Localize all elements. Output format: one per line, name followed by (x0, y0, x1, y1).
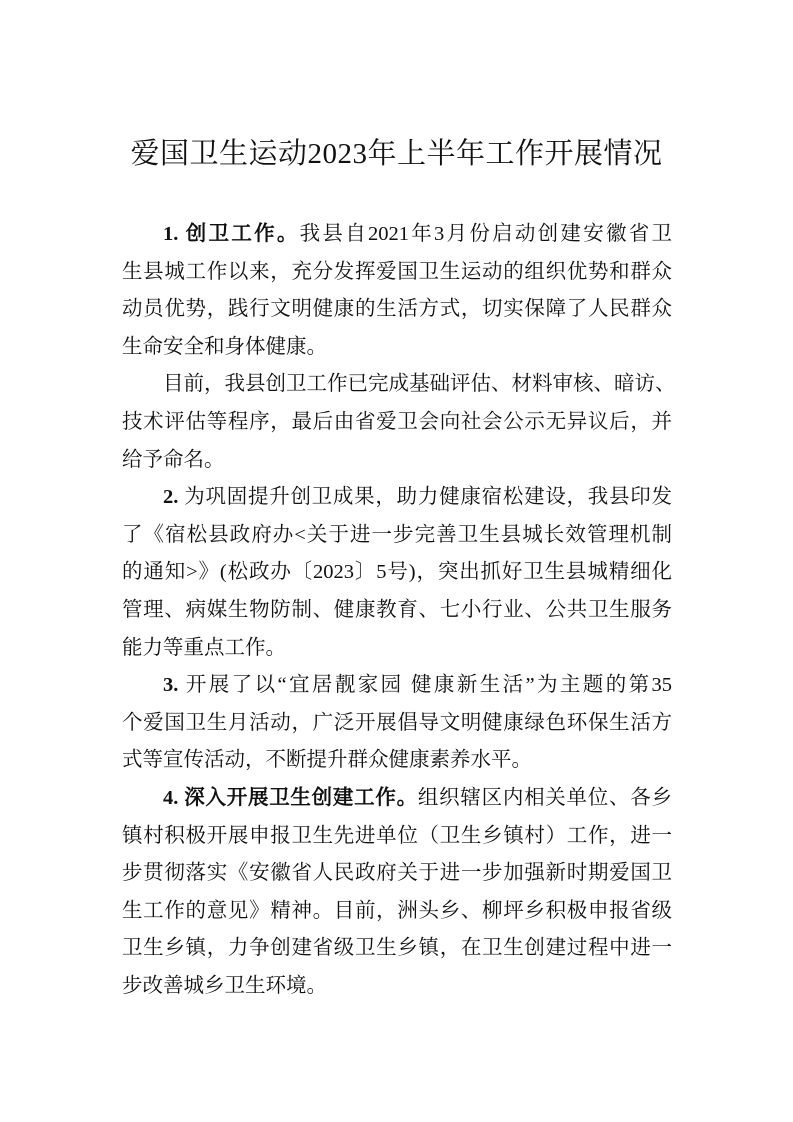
text-line: 了《宿松县政府办<关于进一步完善卫生县城长效管理机制 (122, 523, 672, 546)
text-line: 生工作的意见》精神。目前，洲头乡、柳坪乡积极申报省级 (122, 899, 672, 922)
text-line: 生命安全和身体健康。 (122, 335, 327, 358)
text-line: 的通知>》(松政办〔2023〕5号)，突出抓好卫生县城精细化 (122, 561, 672, 584)
text-line: 动员优势，践行文明健康的生活方式，切实保障了人民群众 (122, 298, 672, 321)
section-number: 3. (163, 674, 179, 697)
paragraph-2 (122, 366, 676, 479)
line-text: 开展了以“宜居靓家园 健康新生活”为主题的第35 (185, 674, 673, 697)
text-line: 技术评估等程序，最后由省爱卫会向社会公示无异议后，并 (122, 410, 672, 433)
text-line: 能力等重点工作。 (122, 636, 286, 659)
section-heading: 1. 创卫工作。 (163, 223, 300, 245)
text-line: 卫生乡镇，力争创建省级卫生乡镇，在卫生创建过程中进一 (122, 937, 672, 960)
section-heading: 4. 深入开展卫生创建工作。 (163, 786, 418, 809)
text-line: 生县城工作以来，充分发挥爱国卫生运动的组织优势和群众 (122, 260, 672, 283)
line-text: 组织辖区内相关单位、各乡 (417, 786, 673, 809)
line-text: 为巩固提升创卫成果，助力健康宿松建设，我县印发 (184, 486, 673, 509)
text-line (122, 479, 672, 517)
paragraph-4 (122, 667, 672, 780)
text-line: 目前，我县创卫工作已完成基础评估、材料审核、暗访、 (163, 373, 676, 396)
text-line: 管理、病媒生物防制、健康教育、七小行业、公共卫生服务 (122, 598, 672, 621)
text-line (122, 667, 672, 705)
paragraph-3 (122, 479, 672, 667)
paragraph-1 (122, 216, 672, 366)
text-line: 式等宣传活动，不断提升群众健康素养水平。 (122, 749, 532, 772)
document-title: 爱国卫生运动2023年上半年工作开展情况 (130, 138, 663, 170)
document-body (122, 216, 676, 1005)
text-line: 镇村积极开展申报卫生先进单位（卫生乡镇村）工作，进一 (122, 824, 672, 847)
text-line (122, 216, 672, 254)
text-line: 步贯彻落实《安徽省人民政府关于进一步加强新时期爱国卫 (122, 862, 672, 885)
text-line: 个爱国卫生月活动，广泛开展倡导文明健康绿色环保生活方 (122, 711, 672, 734)
line-text: 我县自2021年3月份启动创建安徽省卫 (299, 223, 673, 245)
text-line (122, 780, 672, 818)
paragraph-5 (122, 780, 672, 1006)
text-line: 给予命名。 (122, 448, 225, 471)
text-line: 步改善城乡卫生环境。 (122, 974, 327, 997)
section-number: 2. (163, 486, 179, 509)
